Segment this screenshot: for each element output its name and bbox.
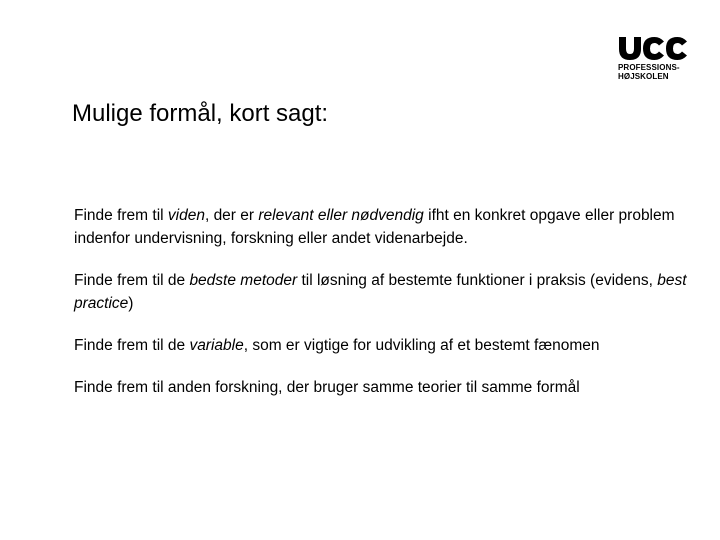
- body-paragraph-3: [74, 334, 694, 357]
- logo-text-line2: HØJSKOLEN: [618, 72, 669, 81]
- body-paragraph-1: [74, 204, 694, 250]
- paragraph-text: Finde frem til de: [74, 272, 190, 289]
- emphasis-text: best practice: [74, 272, 687, 312]
- slide-body: [74, 204, 694, 418]
- slide-title: Mulige formål, kort sagt:: [72, 100, 329, 127]
- emphasis-text: variable: [189, 337, 244, 354]
- emphasis-text: relevant eller nødvendig: [258, 207, 424, 224]
- paragraph-text: til løsning af bestemte funktioner i praksis (evidens,: [297, 272, 658, 289]
- paragraph-text: , som er vigtige for udvikling af et bestemt fænomen: [243, 337, 600, 354]
- paragraph-text: Finde frem til: [74, 207, 168, 224]
- paragraph-text: , der er: [204, 207, 259, 224]
- body-paragraph-2: [74, 269, 694, 315]
- paragraph-text: ): [128, 295, 134, 312]
- body-paragraph-4: [74, 376, 694, 399]
- emphasis-text: viden: [167, 207, 205, 224]
- emphasis-text: bedste metoder: [189, 272, 298, 289]
- paragraph-text: Finde frem til anden forskning, der bruger samme teorier til samme formål: [74, 379, 580, 396]
- paragraph-text: Finde frem til de: [74, 337, 190, 354]
- logo-text-line1: PROFESSIONS-: [618, 63, 680, 72]
- paragraph-text: ifht en konkret opgave eller problem indenfor undervisning, forskning eller andet videnarbejde.: [74, 207, 675, 247]
- ucc-logo: [618, 35, 690, 85]
- ucc-logo-mark: [618, 35, 688, 61]
